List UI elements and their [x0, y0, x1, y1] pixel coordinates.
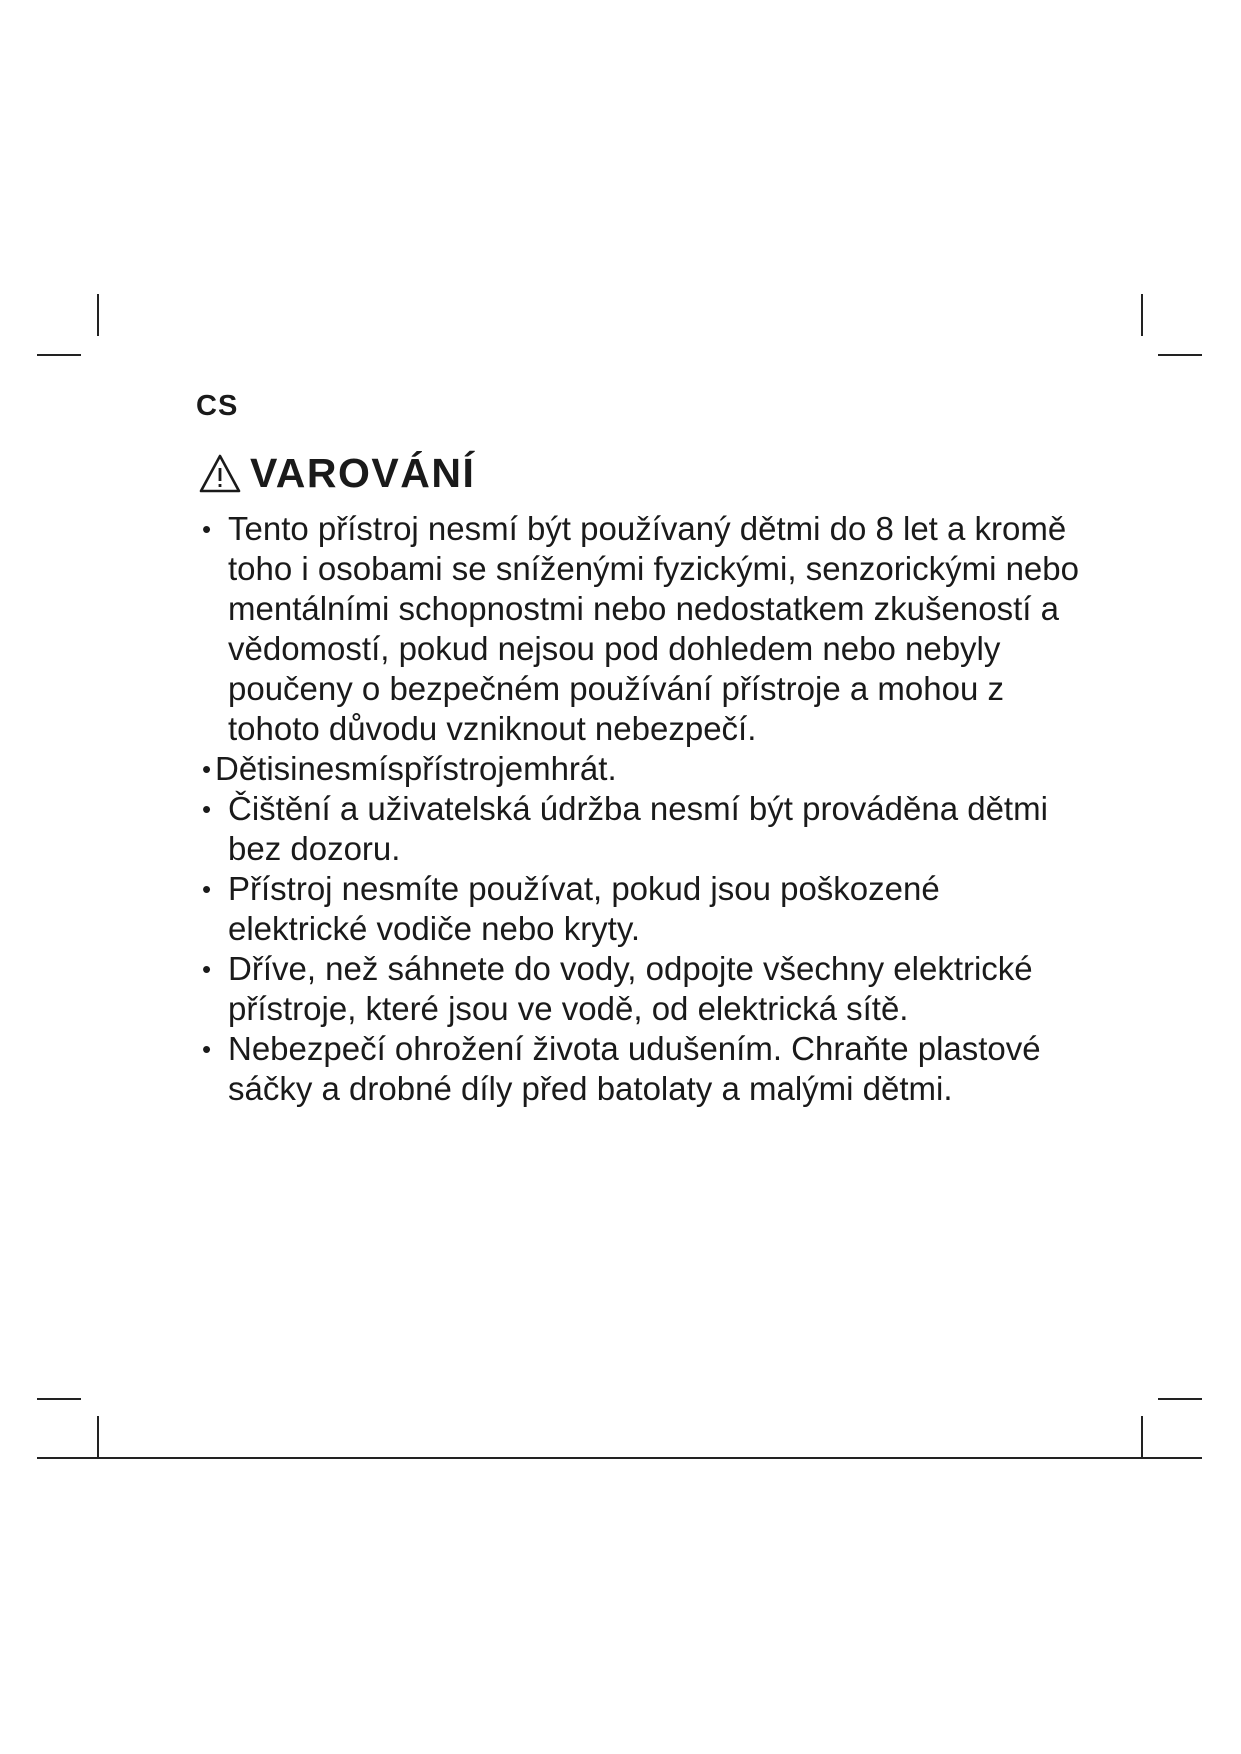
- warning-list: [202, 509, 1082, 1109]
- crop-mark-bottom-left-vertical: [97, 1416, 99, 1458]
- bullet: •: [202, 514, 212, 544]
- list-item-text: Čištění a uživatelská údržba nesmí být prováděna dětmi bez dozoru.: [228, 790, 1048, 867]
- crop-mark-bottom-right-horizontal: [1158, 1398, 1202, 1400]
- list-item: [202, 749, 1082, 789]
- list-item-text: Tento přístroj nesmí být používaný dětmi do 8 let a kromě toho i osobami se sníženými fyzickými, senzorickými nebo mentálními schopnostmi nebo nedostatkem zkušeností a vědomostí, pokud nejsou pod dohledem nebo nebyly poučeny o bezpečném používání přístroje a mohou z tohoto důvodu vzniknout nebezpečí.: [228, 510, 1079, 747]
- language-code: CS: [196, 390, 239, 422]
- warning-heading: [198, 450, 475, 497]
- list-item: [202, 1029, 1082, 1109]
- crop-mark-top-right-horizontal: [1158, 354, 1202, 356]
- list-item-text: Nebezpečí ohrožení života udušením. Chraňte plastové sáčky a drobné díly před batolaty a malými dětmi.: [228, 1030, 1041, 1107]
- bullet: •: [202, 794, 212, 824]
- list-item-text: Dětisinesmíspřístrojemhrát.: [215, 750, 617, 787]
- list-item: [202, 789, 1082, 869]
- list-item: [202, 869, 1082, 949]
- crop-mark-top-left-horizontal: [37, 354, 81, 356]
- crop-mark-bottom-left-horizontal: [37, 1398, 81, 1400]
- page-bottom-rule: [37, 1457, 1202, 1459]
- list-item: [202, 509, 1082, 749]
- list-item: [202, 949, 1082, 1029]
- warning-triangle-icon: [198, 453, 242, 495]
- bullet: •: [202, 754, 212, 784]
- bullet: •: [202, 1034, 212, 1064]
- warning-title: VAROVÁNÍ: [250, 450, 476, 496]
- crop-mark-top-left-vertical: [97, 294, 99, 336]
- crop-mark-top-right-vertical: [1141, 294, 1143, 336]
- list-item-text: Přístroj nesmíte používat, pokud jsou poškozené elektrické vodiče nebo kryty.: [228, 870, 940, 947]
- bullet: •: [202, 954, 212, 984]
- list-item-text: Dříve, než sáhnete do vody, odpojte všechny elektrické přístroje, které jsou ve vodě, od elektrická sítě.: [228, 950, 1033, 1027]
- bullet: •: [202, 874, 212, 904]
- crop-mark-bottom-right-vertical: [1141, 1416, 1143, 1458]
